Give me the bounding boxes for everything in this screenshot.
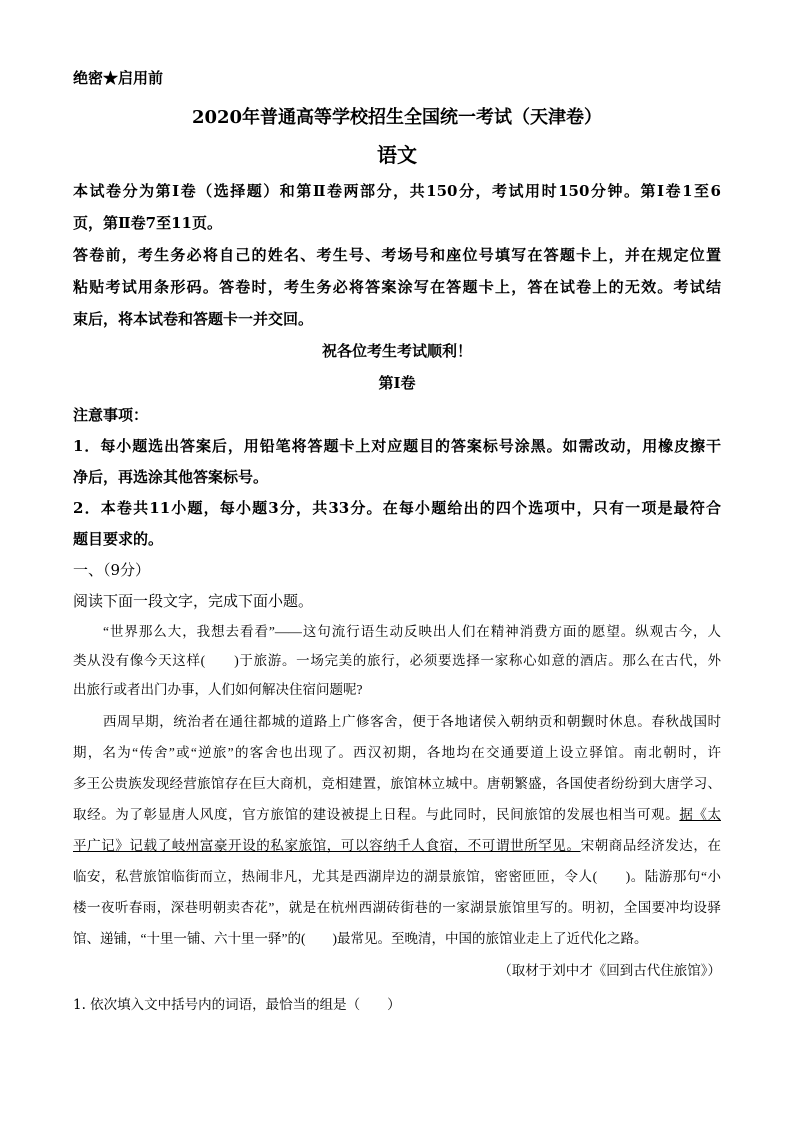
passage-p2-line-4-text: 取经。为了彰显唐人风度，官方旅馆的建设被提上日程。与此同时，民间旅馆的发展也相当可观。 — [73, 807, 680, 822]
underlined-sentence-end: 平广记》记载了岐州富豪开设的私家旅馆，可以容纳千人食宿，不可谓世所罕见。 — [73, 838, 581, 853]
subject-title: 语文 — [377, 143, 417, 167]
passage-p2-line-1: 西周早期，统治者在通往都城的道路上广修客舍，便于各地诸侯入朝纳贡和朝觐时休息。春秋战国时 — [103, 714, 721, 729]
underlined-sentence-start: 据《太 — [679, 807, 721, 822]
passage-p2-line-8: 馆、递铺，“十里一铺、六十里一驿”的( )最常见。至晚清，中国的旅馆业走上了近代化之路。 — [73, 931, 648, 946]
notice-line-2: 净后，再选涂其他答案标号。 — [73, 468, 269, 486]
intro-line-5: 束后，将本试卷和答题卡一并交回。 — [73, 310, 314, 328]
intro-line-1: 本试卷分为第Ⅰ卷（选择题）和第Ⅱ卷两部分，共150分，考试用时150分钟。第Ⅰ卷1至6 — [73, 182, 721, 200]
notice-line-1: 1．每小题选出答案后，用铅笔将答题卡上对应题目的答案标号涂黑。如需改动，用橡皮擦干 — [73, 437, 721, 455]
exam-title: 2020年普通高等学校招生全国统一考试（天津卷） — [191, 107, 603, 128]
question-1: 1. 依次填入文中括号内的词语，最恰当的组是（ ） — [73, 997, 401, 1013]
passage-p2-line-4 — [73, 806, 721, 824]
wish-line: 祝各位考生考试顺利！ — [321, 342, 472, 360]
intro-line-4: 粘贴考试用条形码。答卷时，考生务必将答案涂写在答题卡上，答在试卷上的无效。考试结 — [73, 278, 721, 296]
passage-p2-line-2: 期，名为“传舍”或“逆旅”的客舍也出现了。西汉初期，各地均在交通要道上设立驿馆。南北朝时，许 — [73, 745, 721, 760]
section-instruction: 阅读下面一段文字，完成下面小题。 — [73, 592, 314, 610]
section-heading: 一、（9分） — [73, 561, 151, 579]
passage-p1-line-3: 出旅行或者出门办事，人们如何解决住宿问题呢? — [73, 682, 363, 697]
notice-line-3: 2．本卷共11小题，每小题3分，共33分。在每小题给出的四个选项中，只有一项是最符合 — [73, 499, 721, 517]
passage-p1-line-1: “世界那么大，我想去看看”——这句流行语生动反映出人们在精神消费方面的愿望。纵观古今，人 — [103, 624, 721, 639]
intro-line-2: 页，第Ⅱ卷7至11页。 — [73, 214, 222, 232]
passage-p2-line-5 — [73, 837, 721, 855]
secret-mark: 绝密★启用前 — [73, 69, 164, 87]
passage-p2-line-3: 多王公贵族发现经营旅馆存在巨大商机，竞相建置，旅馆林立城中。唐朝繁盛，各国使者纷纷到大唐学习、 — [73, 776, 721, 791]
intro-line-3: 答卷前，考生务必将自己的姓名、考生号、考场号和座位号填写在答题卡上，并在规定位置 — [73, 246, 721, 264]
passage-p2-line-7: 楼一夜听春雨，深巷明朝卖杏花”，就是在杭州西湖砖街巷的一家湖景旅馆里写的。明初，全国要冲均设驿 — [73, 900, 721, 915]
notice-line-4: 题目要求的。 — [73, 530, 164, 548]
notice-heading: 注意事项： — [73, 406, 149, 424]
volume-title: 第Ⅰ卷 — [378, 374, 416, 392]
passage-p2-line-6: 临安，私营旅馆临街而立，热闹非凡，尤其是西湖岸边的湖景旅馆，密密匝匝，令人( )。陆游那句“小 — [73, 869, 721, 884]
passage-p2-line-5-text: 宋朝商品经济发达，在 — [580, 838, 721, 853]
passage-p1-line-2: 类从没有像今天这样( )于旅游。一场完美的旅行，必须要选择一家称心如意的酒店。那么在古代，外 — [73, 653, 721, 668]
passage-source: （取材于刘中才《回到古代住旅馆》） — [498, 963, 721, 978]
